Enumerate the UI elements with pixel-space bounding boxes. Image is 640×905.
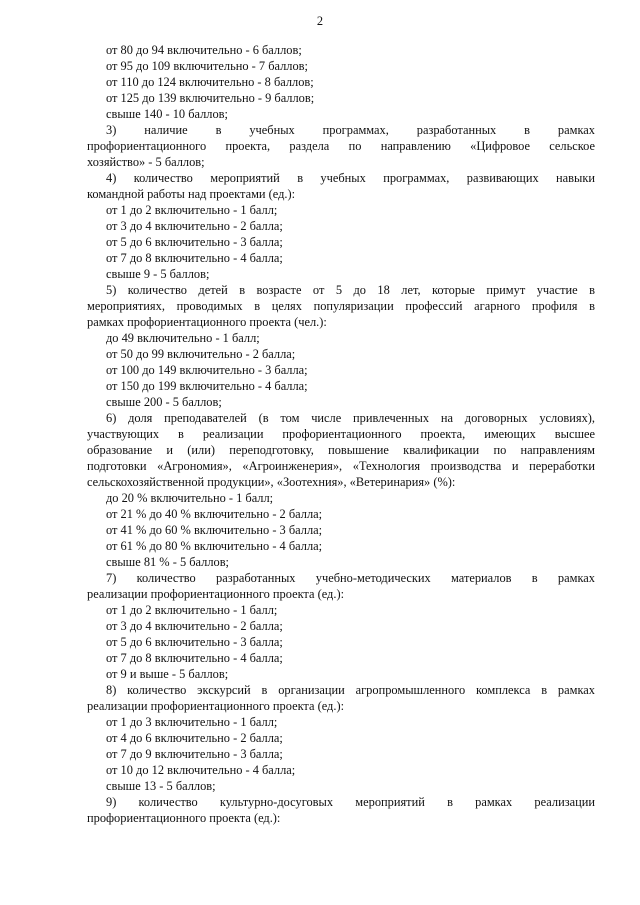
paragraph-line: участвующих в реализации профориентационного проекта, имеющих высшее [87, 427, 595, 441]
paragraph-line: подготовки «Агрономия», «Агроинженерия», «Технология производства и переработки [87, 459, 595, 473]
paragraph-line: профориентационного проекта, раздела по направлению «Цифровое сельское [87, 139, 595, 153]
list-item: до 49 включительно - 1 балл; [106, 331, 260, 345]
paragraph-line: сельскохозяйственной продукции», «Зоотехния», «Ветеринария» (%): [87, 475, 456, 489]
list-item: от 1 до 3 включительно - 1 балл; [106, 715, 278, 729]
list-item: от 95 до 109 включительно - 7 баллов; [106, 59, 308, 73]
list-item: до 20 % включительно - 1 балл; [106, 491, 274, 505]
list-item: от 7 до 8 включительно - 4 балла; [106, 651, 283, 665]
paragraph-line: 3) наличие в учебных программах, разработанных в рамках [106, 123, 595, 137]
list-item: от 21 % до 40 % включительно - 2 балла; [106, 507, 323, 521]
paragraph-line: 5) количество детей в возрасте от 5 до 18 лет, которые примут участие в [106, 283, 595, 297]
list-item: от 7 до 8 включительно - 4 балла; [106, 251, 283, 265]
paragraph-line: 6) доля преподавателей (в том числе привлеченных на договорных условиях), [106, 411, 595, 425]
list-item: от 4 до 6 включительно - 2 балла; [106, 731, 283, 745]
list-item: от 10 до 12 включительно - 4 балла; [106, 763, 296, 777]
list-item: от 41 % до 60 % включительно - 3 балла; [106, 523, 323, 537]
list-item: от 5 до 6 включительно - 3 балла; [106, 235, 283, 249]
list-item: свыше 140 - 10 баллов; [106, 107, 228, 121]
page-number: 2 [316, 14, 324, 28]
paragraph-line: командной работы над проектами (ед.): [87, 187, 296, 201]
list-item: от 1 до 2 включительно - 1 балл; [106, 203, 278, 217]
list-item: свыше 9 - 5 баллов; [106, 267, 210, 281]
list-item: от 125 до 139 включительно - 9 баллов; [106, 91, 315, 105]
paragraph-line: хозяйство» - 5 баллов; [87, 155, 205, 169]
list-item: от 3 до 4 включительно - 2 балла; [106, 619, 283, 633]
paragraph-line: 7) количество разработанных учебно-методических материалов в рамках [106, 571, 595, 585]
paragraph-line: профориентационного проекта (ед.): [87, 811, 281, 825]
list-item: от 9 и выше - 5 баллов; [106, 667, 229, 681]
list-item: от 1 до 2 включительно - 1 балл; [106, 603, 278, 617]
list-item: от 100 до 149 включительно - 3 балла; [106, 363, 308, 377]
list-item: от 150 до 199 включительно - 4 балла; [106, 379, 308, 393]
paragraph-line: 4) количество мероприятий в учебных программах, развивающих навыки [106, 171, 595, 185]
document-body [87, 42, 595, 826]
list-item: от 5 до 6 включительно - 3 балла; [106, 635, 283, 649]
list-item: от 3 до 4 включительно - 2 балла; [106, 219, 283, 233]
list-item: от 7 до 9 включительно - 3 балла; [106, 747, 283, 761]
list-item: свыше 13 - 5 баллов; [106, 779, 216, 793]
paragraph-line: 9) количество культурно-досуговых мероприятий в рамках реализации [106, 795, 595, 809]
list-item: от 110 до 124 включительно - 8 баллов; [106, 75, 314, 89]
paragraph-line: реализации профориентационного проекта (ед.): [87, 699, 345, 713]
paragraph-line: образование и (или) переподготовку, повышение квалификации по направлениям [87, 443, 595, 457]
paragraph-line: мероприятиях, проводимых в целях популяризации профессий агарного профиля в [87, 299, 595, 313]
list-item: от 61 % до 80 % включительно - 4 балла; [106, 539, 323, 553]
paragraph-line: реализации профориентационного проекта (ед.): [87, 587, 345, 601]
paragraph-line: рамках профориентационного проекта (чел.): [87, 315, 327, 329]
list-item: свыше 200 - 5 баллов; [106, 395, 222, 409]
paragraph-line: 8) количество экскурсий в организации агропромышленного комплекса в рамках [106, 683, 595, 697]
list-item: свыше 81 % - 5 баллов; [106, 555, 230, 569]
list-item: от 50 до 99 включительно - 2 балла; [106, 347, 296, 361]
list-item: от 80 до 94 включительно - 6 баллов; [106, 43, 302, 57]
